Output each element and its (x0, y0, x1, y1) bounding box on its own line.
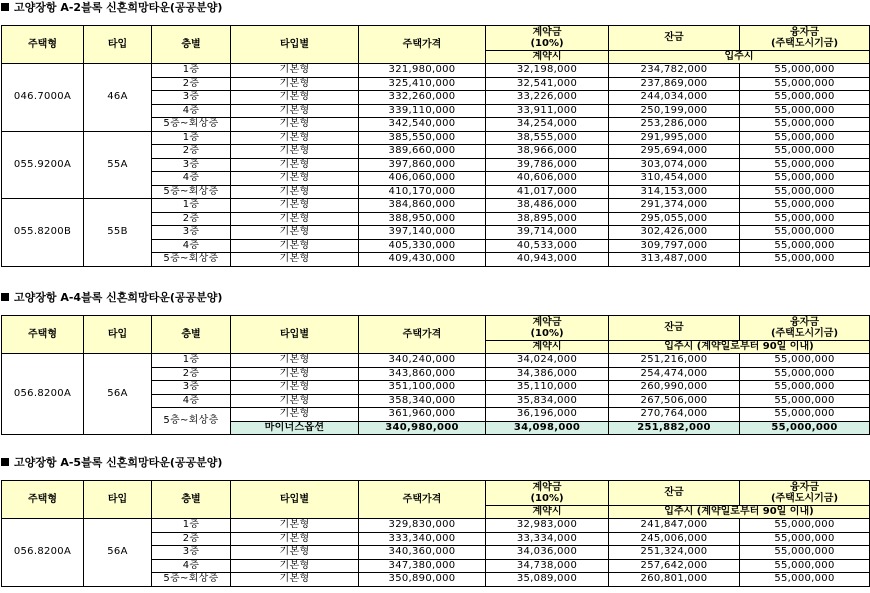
header-deposit-line2: (10%) (530, 38, 564, 49)
cell-floor: 5층~회상층 (152, 573, 231, 587)
header-price: 주택가격 (359, 26, 486, 64)
cell-floor: 4층 (152, 239, 231, 253)
cell-balance: 303,074,000 (609, 158, 740, 172)
cell-type-name: 기본형 (231, 408, 359, 422)
cell-loan: 55,000,000 (740, 354, 870, 368)
header-price: 주택가격 (359, 316, 486, 354)
cell-type-name: 기본형 (231, 253, 359, 267)
header-loan-line1: 융자금 (790, 482, 819, 493)
cell-deposit: 33,911,000 (486, 104, 609, 118)
cell-floor: 3층 (152, 91, 231, 105)
cell-house-type: 055.8200B (2, 199, 84, 267)
cell-deposit: 40,943,000 (486, 253, 609, 267)
cell-type: 56A (84, 354, 152, 435)
cell-price: 333,340,000 (359, 532, 486, 546)
header-loan-line2: (주택도시기금) (770, 493, 839, 504)
header-type-name: 타입별 (231, 316, 359, 354)
cell-price: 350,890,000 (359, 573, 486, 587)
cell-floor: 1층 (152, 131, 231, 145)
cell-price: 406,060,000 (359, 172, 486, 186)
cell-type-name: 기본형 (231, 519, 359, 533)
cell-price: 339,110,000 (359, 104, 486, 118)
cell-loan: 55,000,000 (740, 559, 870, 573)
header-price: 주택가격 (359, 481, 486, 519)
cell-loan: 55,000,000 (740, 546, 870, 560)
cell-deposit: 34,036,000 (486, 546, 609, 560)
cell-floor: 3층 (152, 381, 231, 395)
cell-type-name: 기본형 (231, 91, 359, 105)
header-type-name: 타입별 (231, 481, 359, 519)
cell-deposit: 34,738,000 (486, 559, 609, 573)
header-deposit-line1: 계약금 (532, 482, 562, 493)
cell-loan: 55,000,000 (740, 519, 870, 533)
cell-balance: 244,034,000 (609, 91, 740, 105)
cell-floor: 1층 (152, 64, 231, 78)
cell-loan: 55,000,000 (740, 158, 870, 172)
cell-deposit: 35,834,000 (486, 394, 609, 408)
cell-deposit: 32,983,000 (486, 519, 609, 533)
header-type: 타입 (84, 481, 152, 519)
cell-balance: 245,006,000 (609, 532, 740, 546)
header-deposit-line2: (10%) (530, 328, 564, 339)
cell-price: 409,430,000 (359, 253, 486, 267)
cell-floor: 4층 (152, 172, 231, 186)
header-type: 타입 (84, 26, 152, 64)
cell-deposit: 39,786,000 (486, 158, 609, 172)
cell-deposit: 36,196,000 (486, 408, 609, 422)
cell-deposit: 35,110,000 (486, 381, 609, 395)
header-deposit-line1: 계약금 (532, 27, 562, 38)
square-bullet-icon (1, 3, 9, 11)
table-body (2, 64, 870, 267)
cell-deposit: 34,098,000 (486, 421, 609, 435)
header-house-type: 주택형 (2, 26, 84, 64)
cell-balance: 270,764,000 (609, 408, 740, 422)
cell-type-name: 기본형 (231, 394, 359, 408)
cell-type-name: 기본형 (231, 212, 359, 226)
cell-balance: 251,216,000 (609, 354, 740, 368)
cell-price: 340,980,000 (359, 421, 486, 435)
header-floor: 층별 (152, 316, 231, 354)
cell-loan: 55,000,000 (740, 91, 870, 105)
section-title-text: 고양장항 A-4블록 신혼희망타운(공공분양) (14, 291, 223, 304)
header-balance: 잔금 (609, 481, 740, 506)
cell-type-name: 기본형 (231, 546, 359, 560)
cell-floor: 3층 (152, 226, 231, 240)
table-body (2, 354, 870, 435)
cell-type: 46A (84, 64, 152, 132)
cell-balance: 291,995,000 (609, 131, 740, 145)
cell-price: 410,170,000 (359, 185, 486, 199)
cell-deposit: 38,895,000 (486, 212, 609, 226)
cell-type: 55A (84, 131, 152, 199)
cell-type-name: 기본형 (231, 64, 359, 78)
cell-loan: 55,000,000 (740, 421, 870, 435)
cell-deposit: 40,533,000 (486, 239, 609, 253)
cell-price: 389,660,000 (359, 145, 486, 159)
square-bullet-icon (1, 293, 9, 301)
cell-balance: 257,642,000 (609, 559, 740, 573)
section-title-text: 고양장항 A-5블록 신혼희망타운(공공분양) (14, 456, 223, 469)
cell-balance: 267,506,000 (609, 394, 740, 408)
cell-type-name: 기본형 (231, 131, 359, 145)
cell-deposit: 38,966,000 (486, 145, 609, 159)
cell-loan: 55,000,000 (740, 104, 870, 118)
cell-deposit: 40,606,000 (486, 172, 609, 186)
cell-floor: 2층 (152, 367, 231, 381)
cell-type-name: 기본형 (231, 185, 359, 199)
header-at-contract: 계약시 (486, 51, 609, 64)
cell-loan: 55,000,000 (740, 408, 870, 422)
cell-floor: 2층 (152, 145, 231, 159)
cell-balance: 250,199,000 (609, 104, 740, 118)
cell-type-name: 기본형 (231, 239, 359, 253)
cell-house-type: 056.8200A (2, 354, 84, 435)
cell-price: 340,240,000 (359, 354, 486, 368)
header-deposit (486, 481, 609, 506)
cell-balance: 291,374,000 (609, 199, 740, 213)
cell-type: 56A (84, 519, 152, 587)
cell-type-name: 기본형 (231, 145, 359, 159)
cell-type-name: 기본형 (231, 532, 359, 546)
header-loan-line2: (주택도시기금) (770, 38, 839, 49)
header-deposit (486, 26, 609, 51)
cell-type-name: 기본형 (231, 226, 359, 240)
price-table (1, 25, 870, 267)
cell-deposit: 32,198,000 (486, 64, 609, 78)
cell-loan: 55,000,000 (740, 199, 870, 213)
cell-loan: 55,000,000 (740, 367, 870, 381)
header-loan (740, 481, 870, 506)
cell-loan: 55,000,000 (740, 118, 870, 132)
cell-price: 342,540,000 (359, 118, 486, 132)
header-loan-line2: (주택도시기금) (770, 328, 839, 339)
cell-loan: 55,000,000 (740, 573, 870, 587)
table-row (2, 64, 870, 78)
table-row (2, 199, 870, 213)
cell-type-name: 기본형 (231, 559, 359, 573)
cell-house-type: 056.8200A (2, 519, 84, 587)
cell-balance: 241,847,000 (609, 519, 740, 533)
cell-floor: 1층 (152, 199, 231, 213)
cell-balance: 251,882,000 (609, 421, 740, 435)
header-house-type: 주택형 (2, 316, 84, 354)
header-deposit-line2: (10%) (530, 493, 564, 504)
cell-type-name: 기본형 (231, 573, 359, 587)
cell-type-name: 기본형 (231, 158, 359, 172)
cell-balance: 295,055,000 (609, 212, 740, 226)
cell-price: 388,950,000 (359, 212, 486, 226)
header-at-contract: 계약시 (486, 506, 609, 519)
cell-house-type: 055.9200A (2, 131, 84, 199)
cell-type-name: 마이너스옵션 (231, 421, 359, 435)
cell-type-name: 기본형 (231, 367, 359, 381)
cell-deposit: 33,226,000 (486, 91, 609, 105)
cell-floor: 5층~회상층 (152, 118, 231, 132)
header-type: 타입 (84, 316, 152, 354)
cell-balance: 260,801,000 (609, 573, 740, 587)
header-loan-line1: 융자금 (790, 27, 819, 38)
square-bullet-icon (1, 458, 9, 466)
cell-floor: 4층 (152, 559, 231, 573)
cell-balance: 314,153,000 (609, 185, 740, 199)
cell-floor: 5층~회상층 (152, 408, 231, 435)
header-loan (740, 26, 870, 51)
cell-floor: 3층 (152, 546, 231, 560)
table-row (2, 519, 870, 533)
cell-floor: 5층~회상층 (152, 185, 231, 199)
section-title (1, 0, 222, 16)
cell-loan: 55,000,000 (740, 64, 870, 78)
cell-house-type: 046.7000A (2, 64, 84, 132)
cell-loan: 55,000,000 (740, 226, 870, 240)
header-balance: 잔금 (609, 26, 740, 51)
header-loan (740, 316, 870, 341)
cell-price: 325,410,000 (359, 77, 486, 91)
cell-loan: 55,000,000 (740, 253, 870, 267)
cell-price: 397,860,000 (359, 158, 486, 172)
cell-balance: 234,782,000 (609, 64, 740, 78)
cell-deposit: 38,486,000 (486, 199, 609, 213)
table-row (2, 131, 870, 145)
cell-loan: 55,000,000 (740, 239, 870, 253)
cell-balance: 313,487,000 (609, 253, 740, 267)
cell-balance: 310,454,000 (609, 172, 740, 186)
cell-loan: 55,000,000 (740, 145, 870, 159)
cell-loan: 55,000,000 (740, 532, 870, 546)
cell-deposit: 39,714,000 (486, 226, 609, 240)
cell-balance: 254,474,000 (609, 367, 740, 381)
table-row (2, 354, 870, 368)
cell-deposit: 34,386,000 (486, 367, 609, 381)
cell-balance: 251,324,000 (609, 546, 740, 560)
cell-balance: 302,426,000 (609, 226, 740, 240)
cell-balance: 253,286,000 (609, 118, 740, 132)
cell-deposit: 34,254,000 (486, 118, 609, 132)
cell-balance: 260,990,000 (609, 381, 740, 395)
cell-price: 358,340,000 (359, 394, 486, 408)
cell-loan: 55,000,000 (740, 381, 870, 395)
price-table (1, 480, 870, 587)
cell-loan: 55,000,000 (740, 131, 870, 145)
cell-price: 397,140,000 (359, 226, 486, 240)
cell-loan: 55,000,000 (740, 77, 870, 91)
cell-deposit: 32,541,000 (486, 77, 609, 91)
cell-type-name: 기본형 (231, 381, 359, 395)
cell-floor: 4층 (152, 394, 231, 408)
cell-price: 351,100,000 (359, 381, 486, 395)
cell-price: 385,550,000 (359, 131, 486, 145)
cell-floor: 2층 (152, 212, 231, 226)
header-move-in: 입주시 (계약일로부터 90일 이내) (609, 506, 870, 519)
cell-deposit: 35,089,000 (486, 573, 609, 587)
cell-floor: 3층 (152, 158, 231, 172)
header-house-type: 주택형 (2, 481, 84, 519)
section-title (1, 290, 222, 306)
cell-balance: 295,694,000 (609, 145, 740, 159)
header-move-in: 입주시 (계약일로부터 90일 이내) (609, 341, 870, 354)
header-floor: 층별 (152, 481, 231, 519)
header-at-contract: 계약시 (486, 341, 609, 354)
cell-price: 329,830,000 (359, 519, 486, 533)
cell-loan: 55,000,000 (740, 172, 870, 186)
cell-type-name: 기본형 (231, 77, 359, 91)
header-balance: 잔금 (609, 316, 740, 341)
cell-deposit: 41,017,000 (486, 185, 609, 199)
cell-deposit: 33,334,000 (486, 532, 609, 546)
header-floor: 층별 (152, 26, 231, 64)
cell-type-name: 기본형 (231, 354, 359, 368)
header-move-in: 입주시 (609, 51, 870, 64)
cell-loan: 55,000,000 (740, 185, 870, 199)
price-table (1, 315, 870, 435)
cell-floor: 1층 (152, 354, 231, 368)
cell-type: 55B (84, 199, 152, 267)
cell-price: 343,860,000 (359, 367, 486, 381)
cell-price: 405,330,000 (359, 239, 486, 253)
cell-price: 340,360,000 (359, 546, 486, 560)
cell-balance: 237,869,000 (609, 77, 740, 91)
cell-type-name: 기본형 (231, 199, 359, 213)
cell-price: 384,860,000 (359, 199, 486, 213)
cell-price: 347,380,000 (359, 559, 486, 573)
cell-loan: 55,000,000 (740, 212, 870, 226)
table-body (2, 519, 870, 587)
cell-price: 321,980,000 (359, 64, 486, 78)
cell-type-name: 기본형 (231, 104, 359, 118)
cell-loan: 55,000,000 (740, 394, 870, 408)
header-loan-line1: 융자금 (790, 317, 819, 328)
header-deposit-line1: 계약금 (532, 317, 562, 328)
cell-type-name: 기본형 (231, 172, 359, 186)
section-title (1, 455, 222, 471)
cell-deposit: 34,024,000 (486, 354, 609, 368)
cell-floor: 4층 (152, 104, 231, 118)
cell-type-name: 기본형 (231, 118, 359, 132)
section-title-text: 고양장항 A-2블록 신혼희망타운(공공분양) (14, 1, 223, 14)
cell-floor: 5층~회상층 (152, 253, 231, 267)
cell-floor: 2층 (152, 532, 231, 546)
cell-floor: 2층 (152, 77, 231, 91)
cell-deposit: 38,555,000 (486, 131, 609, 145)
cell-floor: 1층 (152, 519, 231, 533)
cell-price: 361,960,000 (359, 408, 486, 422)
cell-price: 332,260,000 (359, 91, 486, 105)
cell-balance: 309,797,000 (609, 239, 740, 253)
header-deposit (486, 316, 609, 341)
header-type-name: 타입별 (231, 26, 359, 64)
